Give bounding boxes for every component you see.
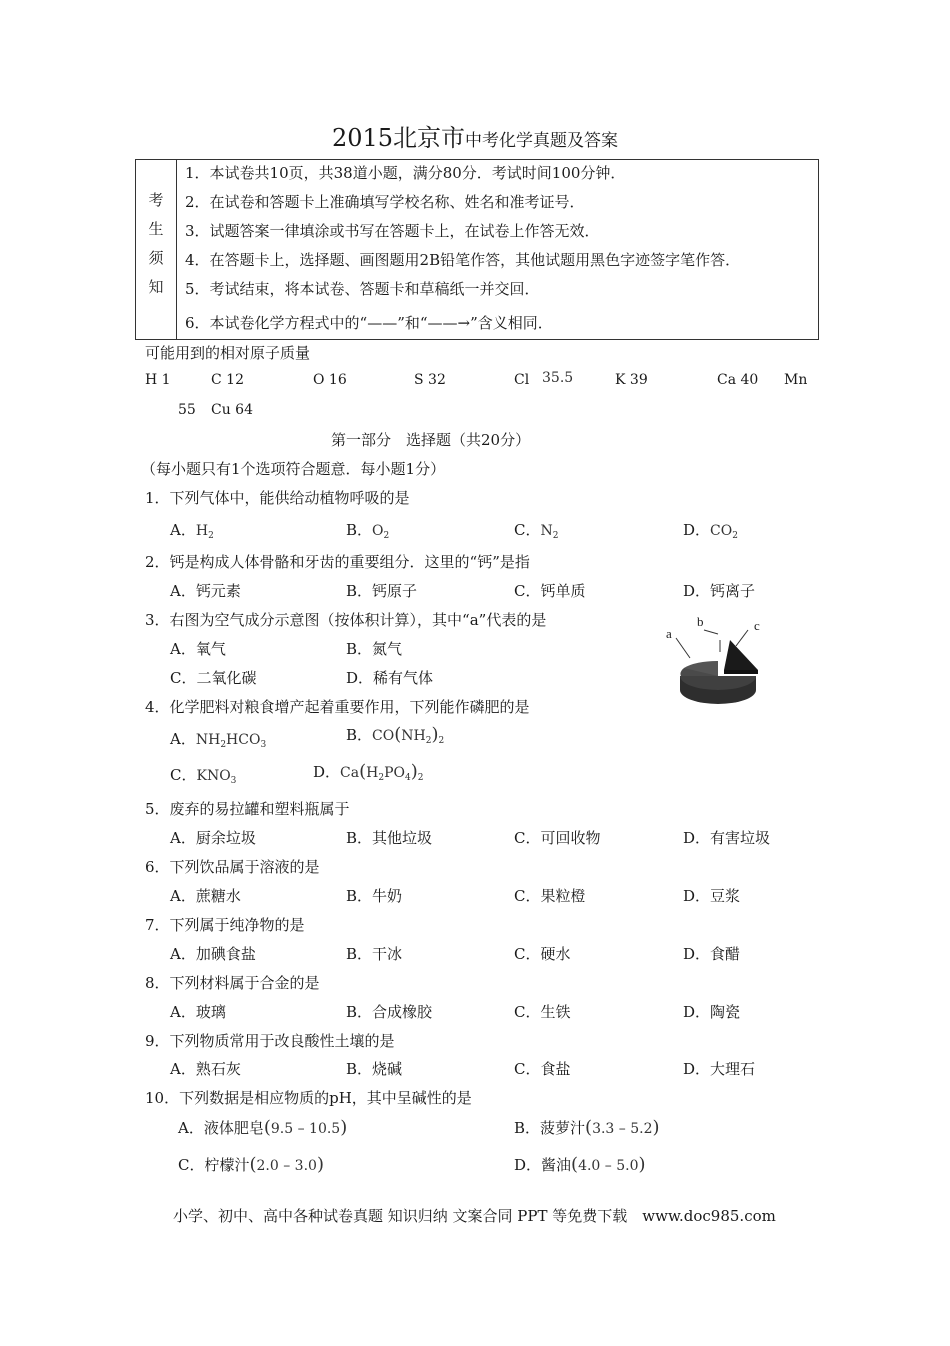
q6-option-b: B．牛奶	[346, 887, 403, 905]
q2-option-b: B．钙原子	[346, 582, 418, 600]
atomic-mass-mn-value: 55	[178, 402, 196, 418]
q7-option-b: B．干冰	[346, 945, 403, 963]
notice-heading-char: 考	[148, 191, 164, 209]
atomic-mass-label: 可能用到的相对原子质量	[145, 344, 311, 362]
q2-option-c: C．钙单质	[514, 582, 586, 600]
q5-option-d: D．有害垃圾	[683, 829, 771, 847]
q5-option-a: A．厨余垃圾	[170, 829, 256, 847]
q3-option-d: D．稀有气体	[346, 669, 434, 687]
atomic-mass-s: S 32	[414, 372, 446, 388]
notice-item: 6．本试卷化学方程式中的“——”和“——→”含义相同．	[185, 314, 553, 332]
q8-option-d: D．陶瓷	[683, 1003, 741, 1021]
q5-option-b: B．其他垃圾	[346, 829, 433, 847]
q1-option-b: B．$O_2$	[346, 521, 390, 541]
q2-option-a: A．钙元素	[170, 582, 241, 600]
notice-body	[177, 160, 819, 340]
notice-heading-char: 生	[148, 220, 164, 238]
q7-option-c: C．硬水	[514, 945, 571, 963]
atomic-mass-cu: Cu 64	[211, 402, 253, 418]
section-note: （每小题只有1个选项符合题意．每小题1分）	[141, 460, 446, 478]
q4-option-c: C．$KNO_3$	[170, 766, 237, 786]
atomic-mass-cl: Cl	[514, 372, 530, 388]
notice-item: 4．在答题卡上，选择题、画图题用2B铅笔作答，其他试题用黑色字迹签字笔作答．	[185, 251, 741, 269]
pie-label-a: a	[666, 626, 672, 641]
notice-item: 1．本试卷共10页，共38道小题，满分80分．考试时间100分钟．	[185, 164, 626, 182]
title-main: 2015北京市	[331, 124, 466, 152]
notice-heading	[136, 160, 177, 340]
air-composition-pie-chart	[664, 612, 770, 708]
atomic-mass-o: O 16	[313, 372, 347, 388]
q10-option-a: A．液体肥皂(9.5 – 10.5)	[178, 1117, 348, 1138]
q3-option-a: A．氧气	[170, 640, 226, 658]
q8-stem: 8．下列材料属于合金的是	[145, 974, 320, 992]
notice-heading-char: 须	[148, 249, 164, 267]
q1-option-d: D．$CO_2$	[683, 521, 738, 541]
q9-option-c: C．食盐	[514, 1060, 571, 1078]
atomic-mass-h: H 1	[145, 372, 171, 388]
q7-option-d: D．食醋	[683, 945, 741, 963]
q10-option-b: B．菠萝汁(3.3 – 5.2)	[514, 1117, 660, 1138]
q3-option-b: B．氮气	[346, 640, 403, 658]
notice-heading-char: 知	[148, 278, 164, 296]
notice-item: 5．考试结束，将本试卷、答题卡和草稿纸一并交回．	[185, 280, 540, 298]
q10-option-d: D．酱油(4.0 – 5.0)	[514, 1154, 646, 1175]
q10-option-c: C．柠檬汁(2.0 – 3.0)	[178, 1154, 324, 1175]
q4-option-a: A．$NH_2HCO_3$	[170, 730, 267, 750]
q7-stem: 7．下列属于纯净物的是	[145, 916, 305, 934]
atomic-mass-ca: Ca 40	[717, 372, 759, 388]
q8-option-a: A．玻璃	[170, 1003, 226, 1021]
q9-stem: 9．下列物质常用于改良酸性土壤的是	[145, 1032, 395, 1050]
q9-option-a: A．熟石灰	[170, 1060, 241, 1078]
q8-option-b: B．合成橡胶	[346, 1003, 433, 1021]
section-title: 第一部分 选择题（共20分）	[331, 431, 531, 449]
q5-option-c: C．可回收物	[514, 829, 601, 847]
atomic-mass-c: C 12	[211, 372, 244, 388]
atomic-mass-k: K 39	[615, 372, 648, 388]
q7-option-a: A．加碘食盐	[170, 945, 256, 963]
q6-option-c: C．果粒橙	[514, 887, 586, 905]
q3-option-c: C．二氧化碳	[170, 669, 257, 687]
q3-stem: 3．右图为空气成分示意图（按体积计算），其中“a”代表的是	[145, 611, 547, 629]
q8-option-c: C．生铁	[514, 1003, 571, 1021]
q1-option-a: A．$H_2$	[170, 521, 214, 541]
q10-stem: 10．下列数据是相应物质的pH，其中呈碱性的是	[145, 1089, 472, 1107]
q4-option-b: B．$CO(NH_2)_2$	[346, 724, 445, 746]
q2-stem: 2．钙是构成人体骨骼和牙齿的重要组分．这里的“钙”是指	[145, 553, 530, 571]
q6-option-a: A．蔗糖水	[170, 887, 241, 905]
notice-item: 3．试题答案一律填涂或书写在答题卡上，在试卷上作答无效．	[185, 222, 600, 240]
q4-option-d: D．$Ca(H_2PO_4)_2$	[313, 761, 424, 783]
q5-stem: 5．废弃的易拉罐和塑料瓶属于	[145, 800, 350, 818]
q6-stem: 6．下列饮品属于溶液的是	[145, 858, 320, 876]
q9-option-d: D．大理石	[683, 1060, 756, 1078]
atomic-mass-mn: Mn	[784, 372, 808, 388]
q4-stem: 4．化学肥料对粮食增产起着重要作用，下列能作磷肥的是	[145, 698, 530, 716]
q1-stem: 1．下列气体中，能供给动植物呼吸的是	[145, 489, 410, 507]
page-footer: 小学、初中、高中各种试卷真题 知识归纳 文案合同 PPT 等免费下载 www.doc985.com	[173, 1207, 776, 1225]
pie-label-c: c	[754, 618, 760, 633]
page-title	[0, 118, 950, 153]
notice-table	[135, 159, 819, 340]
q9-option-b: B．烧碱	[346, 1060, 403, 1078]
atomic-mass-cl-value: 35.5	[542, 370, 574, 386]
pie-label-b: b	[697, 614, 704, 629]
q1-option-c: C．$N_2$	[514, 521, 559, 541]
title-sub: 中考化学真题及答案	[465, 131, 619, 151]
q2-option-d: D．钙离子	[683, 582, 756, 600]
notice-item: 2．在试卷和答题卡上准确填写学校名称、姓名和准考证号．	[185, 193, 585, 211]
q6-option-d: D．豆浆	[683, 887, 741, 905]
